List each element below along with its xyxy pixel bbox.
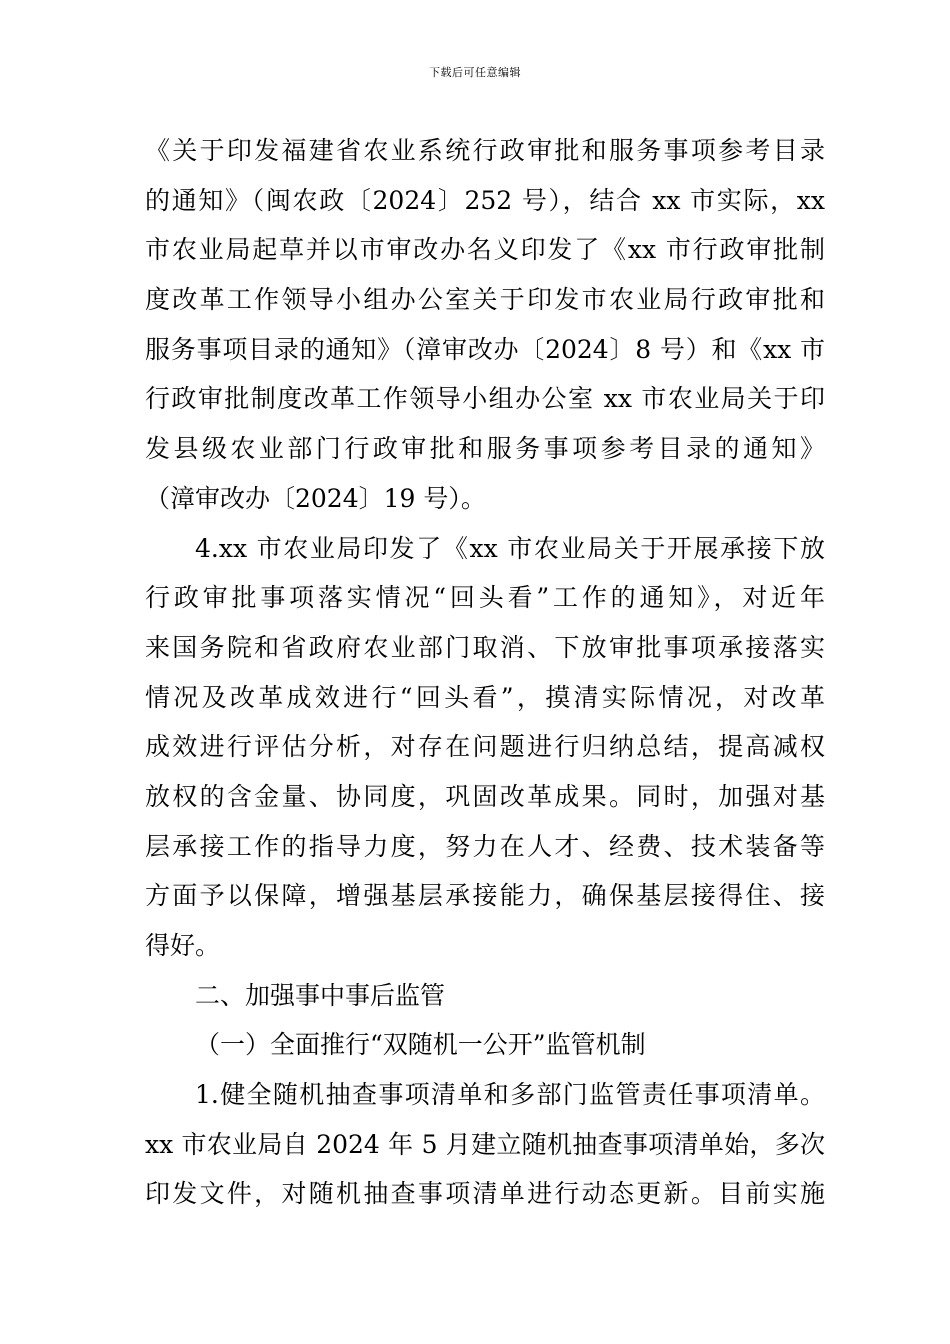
text-line: 行政审批制度改革工作领导小组办公室 xx 市农业局关于印 [145,384,825,414]
header-note: 下载后可任意编辑 [429,66,521,79]
text-line: 4.xx 市农业局印发了《xx 市农业局关于开展承接下放 [195,533,825,563]
text-line: 成效进行评估分析，对存在问题进行归纳总结，提高减权 [145,732,825,762]
text-line: 服务事项目录的通知》（漳审改办〔2024〕8 号）和《xx 市 [145,334,825,364]
text-line: （漳审改办〔2024〕19 号）。 [145,483,486,513]
subsection-heading: （一）全面推行“双随机一公开”监管机制 [195,1030,646,1060]
text-line: 1.健全随机抽查事项清单和多部门监管责任事项清单。 [195,1080,825,1110]
text-line: 情况及改革成效进行“回头看”，摸清实际情况，对改革 [145,682,825,712]
section-heading: 二、加强事中事后监管 [195,980,446,1010]
text-line: 印发文件，对随机抽查事项清单进行动态更新。目前实施 [145,1179,825,1209]
text-line: 得好。 [145,931,221,960]
text-line: 来国务院和省政府农业部门取消、下放审批事项承接落实 [145,632,825,662]
text-line: 行政审批事项落实情况“回头看”工作的通知》，对近年 [145,583,825,613]
document-body [145,126,825,1219]
text-line: 方面予以保障，增强基层承接能力，确保基层接得住、接 [145,881,825,911]
text-line: 层承接工作的指导力度，努力在人才、经费、技术装备等 [145,831,825,861]
text-line: 放权的含金量、协同度，巩固改革成果。同时，加强对基 [145,781,825,811]
text-line: 市农业局起草并以市审改办名义印发了《xx 市行政审批制 [145,235,825,265]
text-line: 的通知》（闽农政〔2024〕252 号），结合 xx 市实际，xx [145,185,825,215]
text-line: xx 市农业局自 2024 年 5 月建立随机抽查事项清单始，多次 [145,1129,825,1159]
text-line: 《关于印发福建省农业系统行政审批和服务事项参考目录 [145,136,825,165]
text-line: 发县级农业部门行政审批和服务事项参考目录的通知》 [145,434,825,464]
text-line: 度改革工作领导小组办公室关于印发市农业局行政审批和 [145,285,825,315]
